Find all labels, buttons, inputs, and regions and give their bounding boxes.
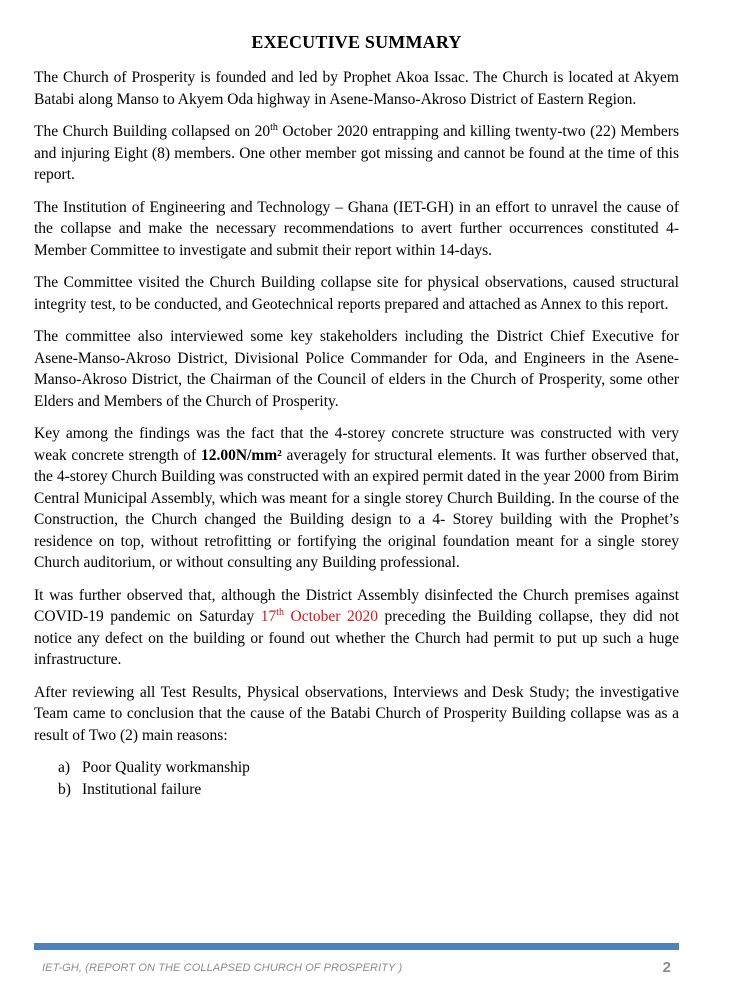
concrete-strength: 12.00N/mm² [200, 446, 282, 464]
paragraph-committee: The Institution of Engineering and Technology – Ghana (IET-GH) in an effort to unravel the cause of the collapse and make the necessary recommendations to avert further occurrences constituted 4-Member Committee to investigate and submit their report within 14-days. [34, 198, 679, 259]
highlighted-date: 17th October 2020 [260, 606, 379, 625]
paragraph-findings: Key among the findings was the fact that the 4-storey concrete structure was constructed with very weak concrete strength of 12.00N/mm² averagely for structural elements. It was further observed that, the 4-storey Church Building was constructed with an expired permit dated in the year 2000 from Birim Central Municipal Assembly, which was meant for a single storey Church Building. In the course of the Construction, the Church changed the Building design to a 4- Storey building with the Prophet’s residence on top, without retrofitting or fortifying the original foundation meant for a single storey Church auditorium, or without consulting any Building professional. [34, 425, 679, 571]
list-item: b) Institutional failure [58, 781, 202, 798]
page-title: EXECUTIVE SUMMARY [251, 32, 462, 52]
paragraph-collapse-date: The Church Building collapsed on 20th October 2020 entrapping and killing twenty-two (22) Members and injuring Eight (8) members. One other member got missing and cannot be found at the time of this report. [34, 121, 679, 183]
reasons-list [34, 757, 679, 801]
page-number: 2 [662, 959, 671, 976]
list-item: a) Poor Quality workmanship [58, 759, 250, 776]
document-page [34, 32, 679, 801]
paragraph-interviews: The committee also interviewed some key stakeholders including the District Chief Executive for Asene-Manso-Akroso District, Divisional Police Commander for Oda, and Engineers in the Asene-Manso-Akroso District, the Chairman of the Council of elders in the Church of Prosperity, some other Elders and Members of the Church of Prosperity. [34, 328, 679, 410]
paragraph-disinfection: It was further observed that, although the District Assembly disinfected the Church premises against COVID-19 pandemic on Saturday 17th October 2020 preceding the Building collapse, they did not notice any defect on the building or found out whether the Church had permit to put up such a huge infrastructure. [34, 586, 680, 668]
paragraph-conclusion: After reviewing all Test Results, Physical observations, Interviews and Desk Study; the investigative Team came to conclusion that the cause of the Batabi Church of Prosperity Building collapse was as a result of Two (2) main reasons: [34, 683, 679, 744]
footer-bar [34, 943, 679, 950]
footer-title: IET-GH, (REPORT ON THE COLLAPSED CHURCH OF PROSPERITY ) [42, 962, 403, 974]
paragraph-site-visit: The Committee visited the Church Building collapse site for physical observations, caused structural integrity test, to be conducted, and Geotechnical reports prepared and attached as Annex to this report. [34, 274, 679, 313]
paragraph-church-intro: The Church of Prosperity is founded and led by Prophet Akoa Issac. The Church is located at Akyem Batabi along Manso to Akyem Oda highway in Asene-Manso-Akroso District of Eastern Region. [34, 69, 679, 108]
